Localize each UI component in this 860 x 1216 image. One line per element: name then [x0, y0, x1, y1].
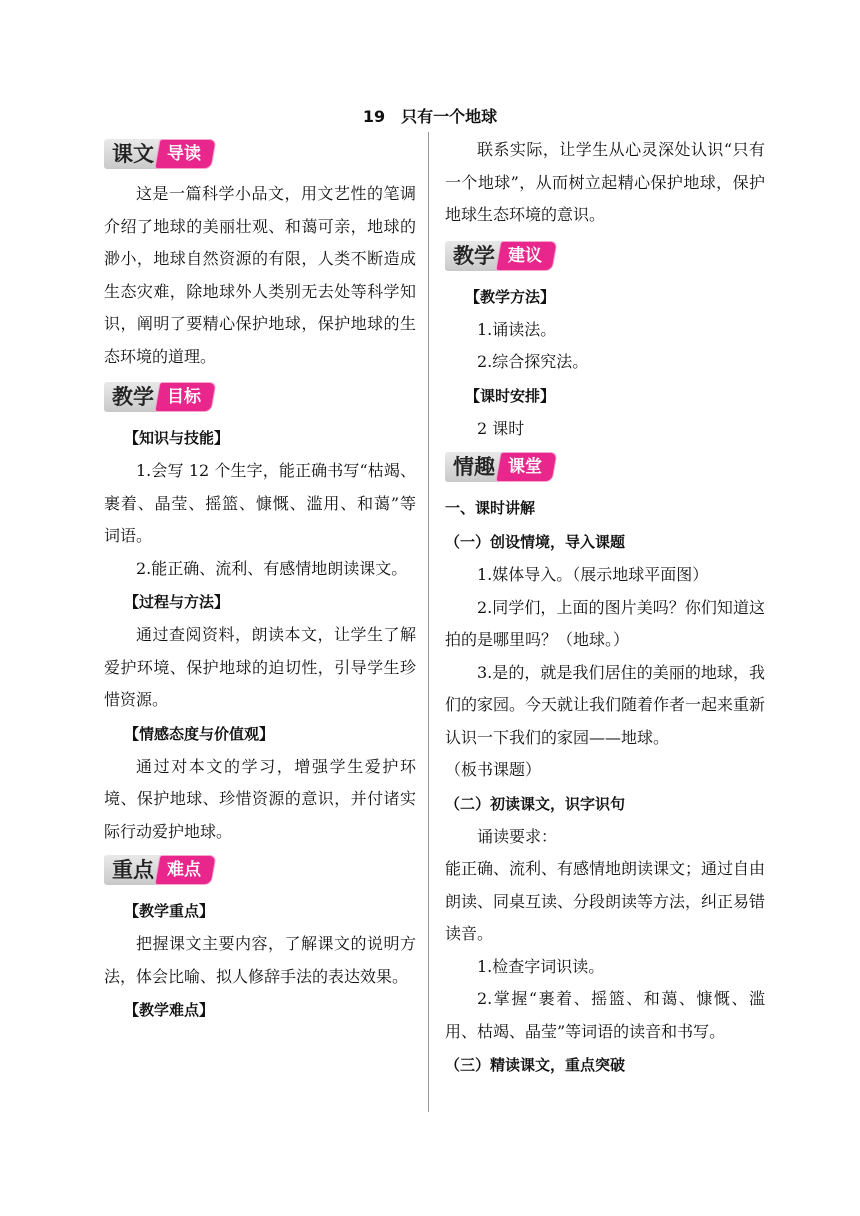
key-heading: 【教学重点】 — [124, 902, 215, 920]
right-column — [445, 134, 765, 1082]
process-heading: 【过程与方法】 — [124, 593, 230, 611]
schedule-text: 2 课时 — [477, 418, 525, 438]
reading-requirement-label: 诵读要求： — [477, 826, 558, 846]
section-badge-key-points — [104, 852, 416, 888]
left-column — [104, 134, 416, 1027]
method-heading: 【教学方法】 — [465, 287, 556, 306]
badge-pink-label: 导读 — [156, 140, 216, 168]
section-badge-reading-guide — [104, 136, 416, 172]
section-badge-interesting-class — [445, 449, 765, 485]
badge-pink-label: 难点 — [156, 856, 216, 884]
section-badge-teaching-suggestions — [445, 238, 765, 274]
page-title: 19 只有一个地球 — [362, 107, 498, 126]
difficulty-heading: 【教学难点】 — [124, 1001, 215, 1019]
part-heading-2: （二）初读课文，识字识句 — [445, 794, 626, 813]
part1-item-3: 3.是的，就是我们居住的美丽的地球，我们的家园。今天就让我们随着作者一起来重新认识一下我们的家园——地球。 — [445, 662, 766, 747]
method-item-2: 2.综合探究法。 — [477, 352, 589, 371]
badge-gray-label: 重点 — [104, 855, 162, 885]
knowledge-item-1: 1.会写 12 个生字，能正确书写“枯竭、裹着、晶莹、摇篮、慷慨、滥用、和蔼”等词语。 — [104, 461, 416, 545]
key-paragraph: 把握课文主要内容，了解课文的说明方法，体会比喻、拟人修辞手法的表达效果。 — [104, 934, 416, 986]
column-divider — [428, 132, 429, 1112]
section-badge-teaching-goals — [104, 379, 416, 415]
schedule-heading: 【课时安排】 — [465, 386, 556, 405]
part-heading-1: （一）创设情境，导入课题 — [445, 533, 626, 551]
part-heading-3: （三）精读课文，重点突破 — [445, 1056, 626, 1074]
badge-gray-label: 教学 — [104, 382, 162, 412]
part1-item-2: 2.同学们，上面的图片美吗？你们知道这拍的是哪里吗？（地球。） — [445, 597, 765, 649]
knowledge-heading: 【知识与技能】 — [124, 429, 230, 447]
part1-note: （板书课题） — [445, 760, 542, 779]
intro-paragraph: 这是一篇科学小品文，用文艺性的笔调介绍了地球的美丽壮观、和蔼可亲，地球的渺小，地球自然资源的有限，人类不断造成生态灾难，除地球外人类别无去处等科学知识，阐明了要精心保护地球，保护地球的生态环境的道理。 — [104, 184, 416, 366]
knowledge-item-2: 2.能正确、流利、有感情地朗读课文。 — [136, 558, 408, 578]
method-item-1: 1.诵读法。 — [477, 319, 557, 339]
badge-pink-label: 建议 — [497, 242, 557, 270]
emotion-heading: 【情感态度与价值观】 — [124, 724, 275, 743]
part2-item-2: 2.掌握“裹着、摇篮、和蔼、慷慨、滥用、枯竭、晶莹”等词语的读音和书写。 — [445, 989, 765, 1041]
continued-paragraph: 联系实际，让学生从心灵深处认识“只有一个地球”，从而树立起精心保护地球，保护地球生态环境的意识。 — [445, 140, 765, 224]
badge-gray-label: 情趣 — [445, 452, 503, 482]
badge-pink-label: 目标 — [156, 383, 216, 411]
badge-pink-label: 课堂 — [497, 453, 557, 481]
section-heading-lecture: 一、课时讲解 — [445, 499, 536, 517]
process-paragraph: 通过查阅资料，朗读本文，让学生了解爱护环境、保护地球的迫切性，引导学生珍惜资源。 — [104, 625, 416, 709]
part2-item-1: 1.检查字词识读。 — [477, 956, 605, 976]
badge-gray-label: 课文 — [104, 139, 162, 169]
emotion-paragraph: 通过对本文的学习，增强学生爱护环境、保护地球、珍惜资源的意识，并付诸实际行动爱护地球。 — [104, 756, 416, 841]
reading-requirement-text: 能正确、流利、有感情地朗读课文；通过自由朗读、同桌互读、分段朗读等方法，纠正易错读音。 — [445, 859, 766, 943]
badge-gray-label: 教学 — [445, 241, 503, 271]
part1-item-1: 1.媒体导入。（展示地球平面图） — [477, 565, 709, 584]
